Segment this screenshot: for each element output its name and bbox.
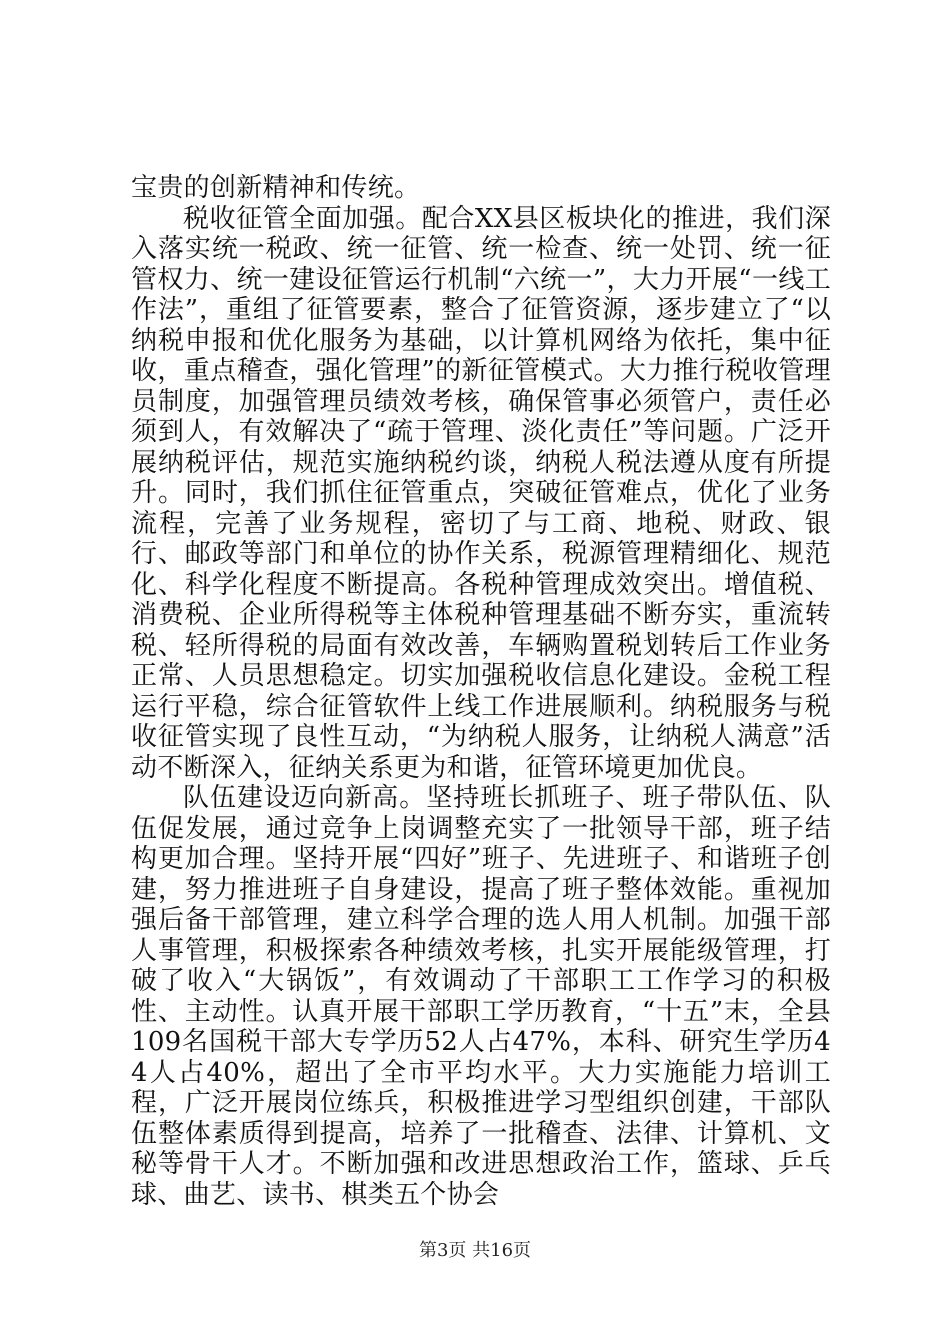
paragraph-team-building: 队伍建设迈向新高。坚持班长抓班子、班子带队伍、队伍促发展，通过竞争上岗调整充实了一批领导干部，班子结构更加合理。坚持开展“四好”班子、先进班子、和谐班子创建，努力推进班子自身建设，提高了班子整体效能。重视加强后备干部管理，建立科学合理的选人用人机制。加强干部人事管理，积极探索各种绩效考核，扎实开展能级管理，打破了收入“大锅饭”，有效调动了干部职工工作学习的积极性、主动性。认真开展干部职工学历教育，“十五”末，全县109名国税干部大专学历52人占47%，本科、研究生学历44人占40%，超出了全市平均水平。大力实施能力培训工程，广泛开展岗位练兵，积极推进学习型组织创建，干部队伍整体素质得到提高，培养了一批稽查、法律、计算机、文秘等骨干人才。不断加强和改进思想政治工作，篮球、乒乓球、曲艺、读书、棋类五个协会 xyxy=(131,783,831,1210)
paragraph-continuation: 宝贵的创新精神和传统。 xyxy=(131,173,421,203)
paragraph-tax-collection: 税收征管全面加强。配合XX县区板块化的推进，我们深入落实统一税政、统一征管、统一检查、统一处罚、统一征管权力、统一建设征管运行机制“六统一”，大力开展“一线工作法”，重组了征管要素，整合了征管资源，逐步建立了“以纳税申报和优化服务为基础，以计算机网络为依托，集中征收，重点稽查，强化管理”的新征管模式。大力推行税收管理员制度，加强管理员绩效考核，确保管事必须管户，责任必须到人，有效解决了“疏于管理、淡化责任”等问题。广泛开展纳税评估，规范实施纳税约谈，纳税人税法遵从度有所提升。同时，我们抓住征管重点，突破征管难点，优化了业务流程，完善了业务规程，密切了与工商、地税、财政、银行、邮政等部门和单位的协作关系，税源管理精细化、规范化、科学化程度不断提高。各税种管理成效突出。增值税、消费税、企业所得税等主体税种管理基础不断夯实，重流转税、轻所得税的局面有效改善，车辆购置税划转后工作业务正常、人员思想稳定。切实加强税收信息化建设。金税工程运行平稳，综合征管软件上线工作进展顺利。纳税服务与税收征管实现了良性互动，“为纳税人服务，让纳税人满意”活动不断深入，征纳关系更为和谐，征管环境更加优良。 xyxy=(131,203,831,783)
document-body xyxy=(131,173,831,1210)
page-number-footer: 第3页 共16页 xyxy=(418,1240,532,1261)
